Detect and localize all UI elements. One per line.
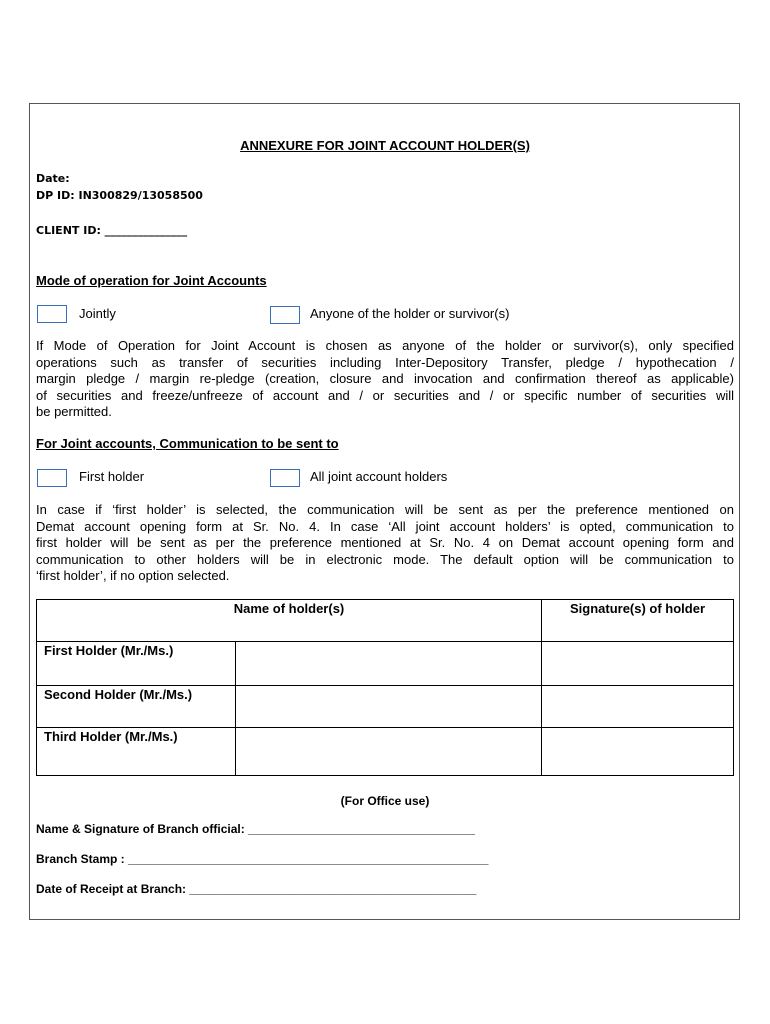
first-holder-signature-cell[interactable]: [542, 642, 733, 685]
third-holder-name-cell[interactable]: [236, 728, 541, 775]
paragraph-line: margin pledge / margin re-pledge (creation, closure and invocation and confirmation thereof as applicable): [36, 371, 734, 387]
signature-column-header: Signature(s) of holder: [569, 601, 706, 616]
holders-table: [36, 599, 734, 776]
mode-paragraph: [36, 338, 734, 421]
paragraph-line: Demat account opening form at Sr. No. 4. In case ‘All joint account holders’ is opted, communication to: [36, 518, 734, 534]
paragraph-line: If Mode of Operation for Joint Account is chosen as anyone of the holder or survivor(s), only specified: [36, 338, 734, 353]
all-holders-checkbox[interactable]: [270, 469, 300, 487]
third-holder-signature-cell[interactable]: [542, 728, 733, 775]
all-holders-label: All joint account holders: [310, 469, 448, 484]
paragraph-line: be permitted.: [36, 404, 112, 420]
communication-heading: For Joint accounts, Communication to be sent to: [36, 436, 339, 451]
first-holder-label: First holder: [79, 469, 145, 484]
client-id-field[interactable]: CLIENT ID: _______________: [36, 224, 188, 237]
second-holder-signature-cell[interactable]: [542, 686, 733, 727]
anyone-survivor-checkbox[interactable]: [270, 306, 300, 324]
form-title: ANNEXURE FOR JOINT ACCOUNT HOLDER(S): [240, 138, 530, 153]
date-of-receipt-field[interactable]: Date of Receipt at Branch: ___________________________________________: [36, 882, 477, 896]
paragraph-line: operations such as transfer of securities including Inter-Depository Transfer, pledge / hypothecation /: [36, 354, 734, 370]
paragraph-line: ‘first holder’, if no option selected.: [36, 568, 230, 584]
second-holder-name-cell[interactable]: [236, 686, 541, 727]
jointly-checkbox[interactable]: [37, 305, 67, 323]
first-holder-row-label: First Holder (Mr./Ms.): [44, 643, 174, 658]
office-use-heading: (For Office use): [340, 794, 430, 808]
communication-paragraph: [36, 502, 734, 585]
name-column-header: Name of holder(s): [233, 601, 345, 616]
second-holder-row-label: Second Holder (Mr./Ms.): [44, 687, 193, 702]
mode-heading: Mode of operation for Joint Accounts: [36, 273, 267, 288]
paragraph-line: first holder will be sent as per the preference mentioned at Sr. No. 4 on Demat account opening form and: [36, 535, 734, 551]
first-holder-checkbox[interactable]: [37, 469, 67, 487]
branch-official-field[interactable]: Name & Signature of Branch official: __________________________________: [36, 822, 475, 836]
jointly-label: Jointly: [79, 306, 116, 321]
anyone-survivor-label: Anyone of the holder or survivor(s): [310, 306, 510, 321]
paragraph-line: of securities and freeze/unfreeze of account and / or securities and / or specific number of securities will: [36, 387, 734, 403]
paragraph-line: communication to other holders will be in electronic mode. The default option will be communication to: [36, 551, 734, 567]
third-holder-row-label: Third Holder (Mr./Ms.): [44, 729, 178, 744]
branch-stamp-field[interactable]: Branch Stamp : ______________________________________________________: [36, 852, 489, 866]
date-label: Date:: [36, 172, 70, 185]
dp-id: DP ID: IN300829/13058500: [36, 189, 203, 202]
first-holder-name-cell[interactable]: [236, 642, 541, 685]
paragraph-line: In case if ‘first holder’ is selected, the communication will be sent as per the preference mentioned on: [36, 502, 734, 517]
